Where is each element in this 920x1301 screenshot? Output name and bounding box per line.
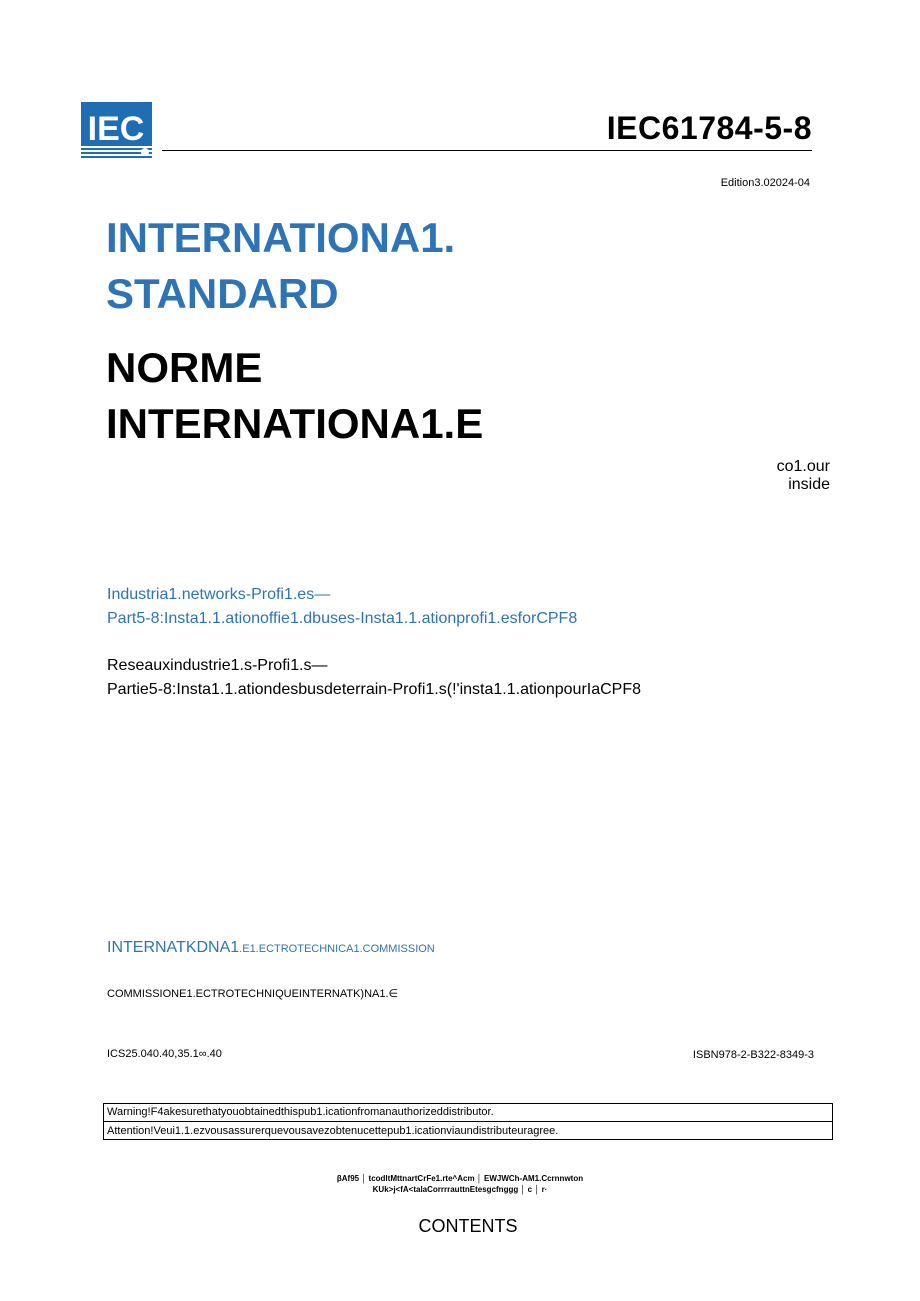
- commission-french: COMMISSIONE1.ECTROTECHNIQUEINTERNATK)NA1.∈: [107, 988, 399, 1000]
- warning-english: Warning!F4akesurethatyouobtainedthispub1.icationfromanauthorizeddistributor.: [107, 1106, 494, 1118]
- ics-code: ICS25.040.40,35.1∞.40: [107, 1048, 222, 1060]
- warning-french: Attention!Veui1.1.ezvousassurerquevousavezobtenucettepub1.icationviaundistributeuragree.: [107, 1125, 559, 1137]
- title-french-line2: INTERNATIONA1.E: [106, 400, 484, 447]
- subtitle-french-line1: Reseauxindustrie1.s-Profi1.s—: [107, 657, 328, 674]
- subtitle-english-line1: Industria1.networks-Profi1.es—: [107, 586, 331, 603]
- warning-box: [103, 1103, 833, 1140]
- trademark-line1: βAf95 │ tcodltMttnartCrFe1.rte^Acm │ EWJWCh-AM1.Ccrnnwton: [336, 1174, 584, 1183]
- iec-logo: [81, 102, 152, 158]
- title-english: [106, 210, 455, 322]
- contents-heading: CONTENTS: [418, 1216, 518, 1236]
- title-english-line1: INTERNATIONA1.: [106, 214, 456, 261]
- edition-label: Edition3.02024-04: [720, 177, 810, 189]
- commission-english-big: INTERNATKDNA1: [107, 939, 240, 956]
- commission-english: [107, 939, 435, 957]
- subtitle-french-line2: Partie5-8:Insta1.1.ationdesbusdeterrain-Profi1.s(!'insta1.1.ationpourIaCPF8: [107, 681, 642, 698]
- colour-note-line1: co1.our: [776, 458, 830, 475]
- header-divider: [162, 150, 812, 151]
- isbn-code: ISBN978-2-B322-8349-3: [692, 1049, 814, 1061]
- iec-logo-text: IEC: [87, 110, 145, 148]
- warning-divider: [104, 1121, 832, 1122]
- commission-english-small: .E1.ECTROTECHNICA1.COMMISSION: [239, 943, 435, 955]
- document-number: IEC61784-5-8: [606, 110, 812, 146]
- title-english-line2: STANDARD: [106, 270, 339, 317]
- colour-note-line2: inside: [788, 476, 830, 493]
- subtitle-french: [107, 654, 641, 702]
- subtitle-english: [107, 583, 577, 631]
- trademark-line2: KUk>j<fA<talaCorrrrauttnEtesgcfnggg │ c │ r·: [372, 1185, 548, 1194]
- title-french: [106, 340, 483, 452]
- subtitle-english-line2: Part5-8:Insta1.1.ationoffie1.dbuses-Insta1.1.ationprofi1.esforCPF8: [107, 610, 578, 627]
- colour-inside-note: [777, 458, 830, 494]
- iec-logo-icon: [81, 102, 152, 158]
- title-french-line1: NORME: [106, 344, 263, 391]
